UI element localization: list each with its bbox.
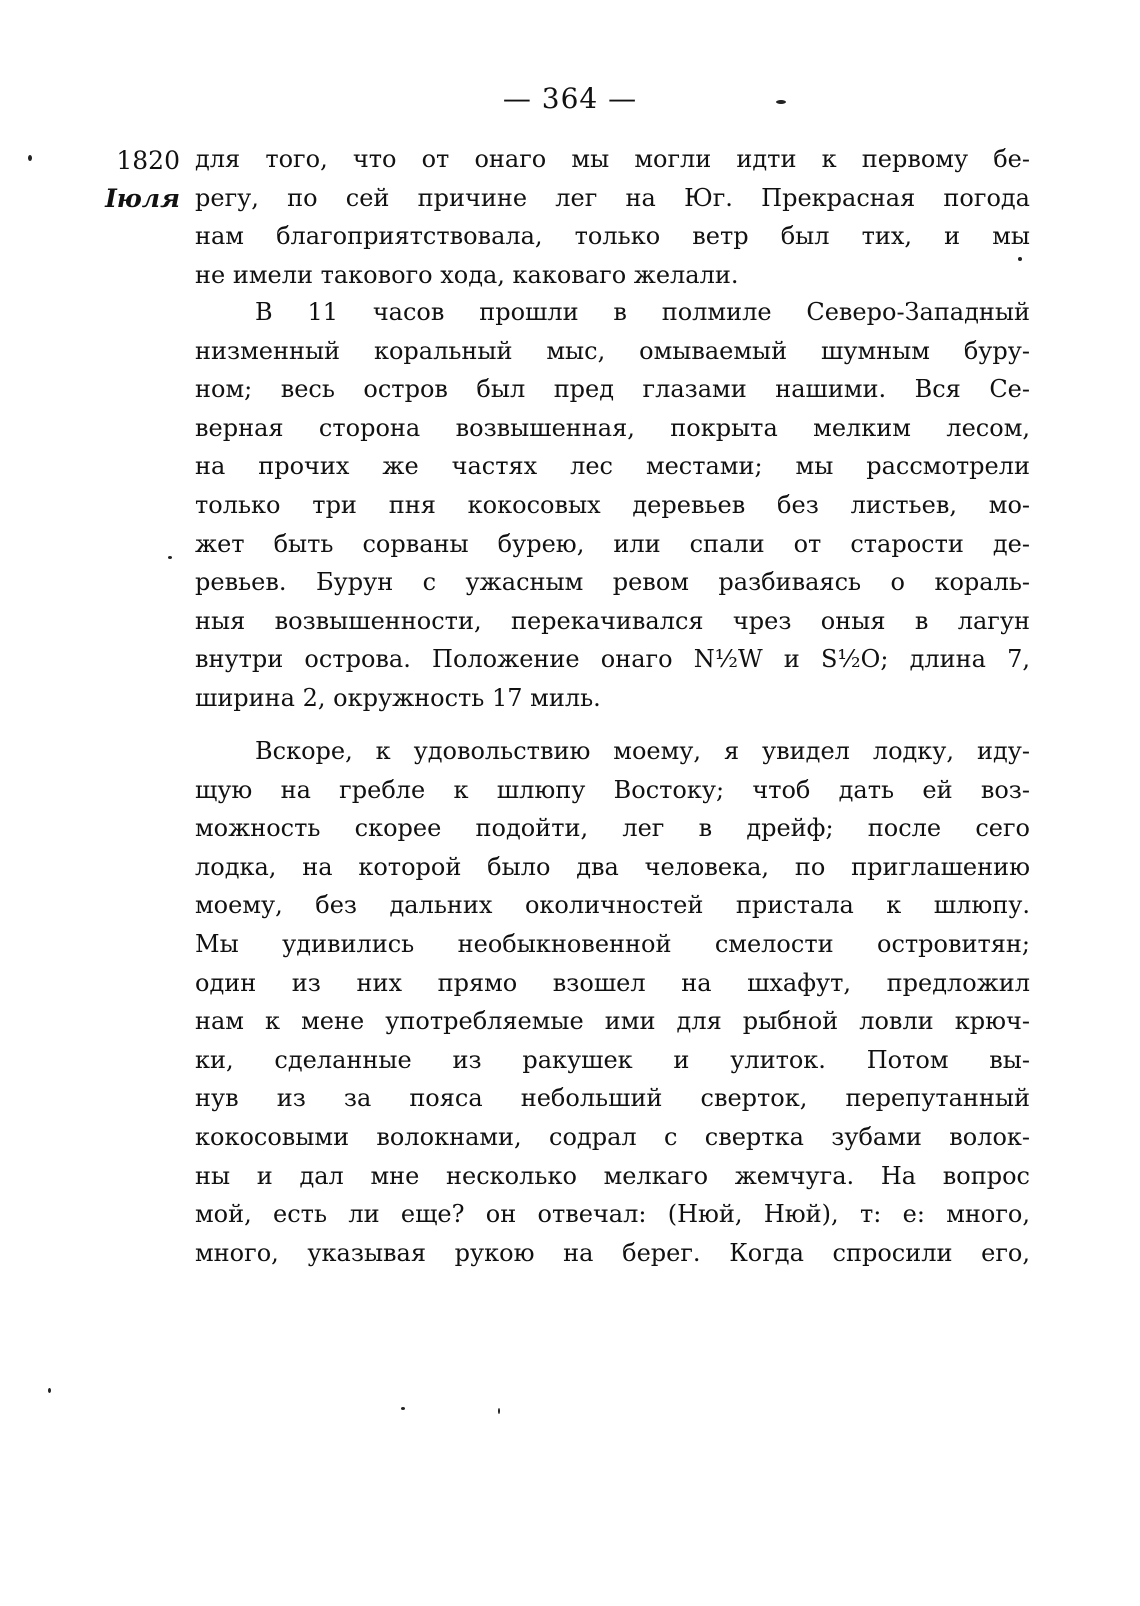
text-line: на прочих же частях лес местами; мы рассмотрели — [195, 452, 1030, 481]
scan-speck — [401, 1407, 405, 1410]
text-line: можность скорее подойти, лег в дрейф; после сего — [195, 814, 1030, 843]
text-line: жет быть сорваны бурею, или спали от старости де- — [195, 529, 1030, 558]
text-line: нув из за пояса небольший сверток, перепутанный — [195, 1084, 1030, 1113]
text-line: мой, есть ли еще? он отвечал: (Нюй, Нюй), т: е: много, — [195, 1200, 1030, 1229]
margin-month: Іюля — [105, 184, 180, 213]
text-line: В 11 часов прошли в полмиле Северо-Западный — [255, 298, 1030, 326]
text-line: нам к мене употребляемые ими для рыбной ловли крюч- — [195, 1007, 1030, 1036]
paragraph-1 — [195, 140, 1030, 294]
scan-speck — [1018, 257, 1022, 261]
text-line: ны и дал мне несколько мелкаго жемчуга. На вопрос — [195, 1161, 1030, 1190]
text-line: ширина 2, окружность 17 миль. — [195, 683, 601, 712]
text-line: внутри острова. Положение онаго N½W и S½O; длина 7, — [195, 645, 1030, 674]
scan-speck — [28, 155, 32, 161]
text-line: много, указывая рукою на берег. Когда спросили его, — [195, 1238, 1030, 1267]
scan-speck — [498, 1408, 500, 1414]
text-line: щую на гребле к шлюпу Востоку; чтоб дать ей воз- — [195, 775, 1030, 804]
text-line: моему, без дальних околичностей пристала к шлюпу. — [195, 891, 1030, 920]
margin-year: 1820 — [116, 146, 180, 175]
text-line: нам благоприятствовала, только ветр был тих, и мы — [195, 222, 1030, 251]
text-line: кокосовыми волокнами, содрал с свертка зубами волок- — [195, 1122, 1030, 1151]
text-line: лодка, на которой было два человека, по приглашению — [195, 852, 1030, 881]
text-line: не имели такового хода, каковаго желали. — [195, 260, 739, 289]
text-line: регу, по сей причине лег на Юг. Прекрасная погода — [195, 183, 1030, 212]
scan-speck — [168, 556, 172, 559]
text-line: один из них прямо взошел на шхафут, предложил — [195, 968, 1030, 997]
paragraph-3 — [195, 732, 1030, 1272]
text-line: ном; весь остров был пред глазами нашими. Вся Се- — [195, 375, 1030, 404]
text-line: Вскоре, к удовольствию моему, я увидел лодку, иду- — [255, 737, 1030, 765]
text-line: ныя возвышенности, перекачивался чрез оныя в лагун — [195, 606, 1030, 635]
text-line: Мы удивились необыкновенной смелости островитян; — [195, 929, 1030, 958]
scan-speck — [48, 1388, 51, 1393]
text-line: ки, сделанные из ракушек и улиток. Потом вы- — [195, 1045, 1030, 1074]
scan-speck — [776, 100, 786, 104]
page-number: — 364 — — [502, 82, 638, 115]
text-line: только три пня кокосовых деревьев без листьев, мо- — [195, 490, 1030, 519]
text-line: ревьев. Бурун с ужасным ревом разбиваясь о кораль- — [195, 568, 1030, 597]
text-line: низменный коральный мыс, омываемый шумным буру- — [195, 336, 1030, 365]
text-line: верная сторона возвышенная, покрыта мелким лесом, — [195, 413, 1030, 442]
text-line: для того, что от онаго мы могли идти к первому бе- — [195, 145, 1030, 173]
paragraph-2 — [195, 293, 1030, 718]
